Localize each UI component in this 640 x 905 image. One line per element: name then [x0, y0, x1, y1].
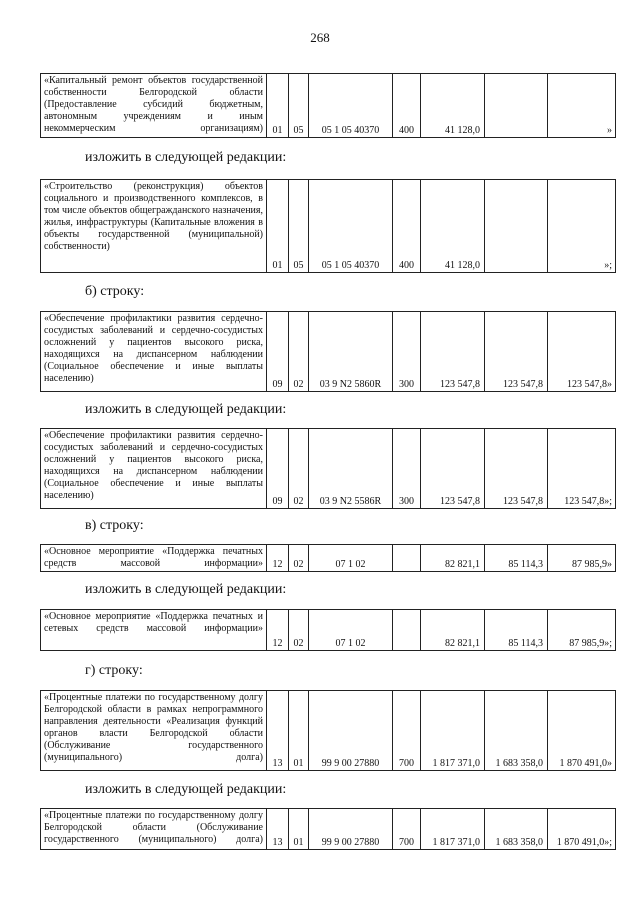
- expense-type-code: [393, 545, 421, 572]
- section-code: 01: [267, 74, 289, 138]
- row-description: «Обеспечение профилактики развития сердечно-сосудистых заболеваний и сердечно-сосудистых осложнений у пациентов высокого риска, находящихся на диспансерном наблюдении (Социальное обеспечение и иные выплаты населению): [41, 312, 267, 392]
- redaction-heading-1: изложить в следующей редакции:: [85, 150, 287, 165]
- section-code: 13: [267, 691, 289, 771]
- budget-table-old-capital-repair: [40, 73, 616, 138]
- expense-type-code: 300: [393, 429, 421, 509]
- amount-year-1: 41 128,0: [421, 74, 485, 138]
- amount-year-3: 123 547,8»;: [548, 429, 616, 509]
- budget-table-new-media: [40, 609, 616, 651]
- amount-year-3: »: [548, 74, 616, 138]
- subsection-code: 02: [289, 545, 309, 572]
- row-description: «Основное мероприятие «Поддержка печатных и сетевых средств массовой информации»: [41, 610, 267, 651]
- amount-year-3: 87 985,9»: [548, 545, 616, 572]
- section-b-label: б) строку:: [85, 284, 145, 299]
- amount-year-3: 1 870 491,0»: [548, 691, 616, 771]
- amount-year-2: 123 547,8: [485, 312, 548, 392]
- expense-type-code: 700: [393, 691, 421, 771]
- amount-year-2: [485, 74, 548, 138]
- amount-year-3: 1 870 491,0»;: [548, 809, 616, 850]
- target-article-code: 05 1 05 40370: [309, 180, 393, 273]
- budget-table-old-cardio: [40, 311, 616, 392]
- budget-table-new-debt: [40, 808, 616, 850]
- amount-year-1: 41 128,0: [421, 180, 485, 273]
- amount-year-1: 1 817 371,0: [421, 809, 485, 850]
- row-description: «Процентные платежи по государственному долгу Белгородской области (Обслуживание государственного (муниципального) долга): [41, 809, 267, 850]
- subsection-code: 05: [289, 180, 309, 273]
- budget-table-old-media: [40, 544, 616, 572]
- amount-year-1: 82 821,1: [421, 610, 485, 651]
- redaction-heading-3: изложить в следующей редакции:: [85, 582, 287, 597]
- target-article-code: 99 9 00 27880: [309, 809, 393, 850]
- target-article-code: 05 1 05 40370: [309, 74, 393, 138]
- budget-table-new-cardio: [40, 428, 616, 509]
- page-number: 268: [310, 30, 330, 45]
- amount-year-1: 82 821,1: [421, 545, 485, 572]
- target-article-code: 07 1 02: [309, 610, 393, 651]
- row-description: «Строительство (реконструкция) объектов социального и производственного комплексов, в том числе объектов общегражданского назначения, жилья, инфраструктуры (Капитальные вложения в объекты государственной (муниципальной) собственности): [41, 180, 267, 273]
- amount-year-2: 123 547,8: [485, 429, 548, 509]
- redaction-heading-4: изложить в следующей редакции:: [85, 782, 287, 797]
- section-code: 01: [267, 180, 289, 273]
- amount-year-2: 85 114,3: [485, 610, 548, 651]
- amount-year-2: 85 114,3: [485, 545, 548, 572]
- expense-type-code: [393, 610, 421, 651]
- section-code: 12: [267, 610, 289, 651]
- row-description: «Процентные платежи по государственному долгу Белгородской области в рамках непрограммного направления деятельности «Реализация функций органов власти Белгородской области (Обслуживание государственного (муниципального) долга): [41, 691, 267, 771]
- amount-year-1: 123 547,8: [421, 429, 485, 509]
- section-v-label: в) строку:: [85, 518, 144, 533]
- target-article-code: 03 9 N2 5586R: [309, 429, 393, 509]
- subsection-code: 02: [289, 429, 309, 509]
- expense-type-code: 400: [393, 74, 421, 138]
- row-description: «Обеспечение профилактики развития сердечно-сосудистых заболеваний и сердечно-сосудистых осложнений у пациентов высокого риска, находящихся на диспансерном наблюдении (Социальное обеспечение и иные выплаты населению): [41, 429, 267, 509]
- target-article-code: 07 1 02: [309, 545, 393, 572]
- budget-table-old-debt: [40, 690, 616, 771]
- amount-year-3: 123 547,8»: [548, 312, 616, 392]
- amount-year-1: 123 547,8: [421, 312, 485, 392]
- section-code: 09: [267, 312, 289, 392]
- subsection-code: 02: [289, 312, 309, 392]
- section-g-label: г) строку:: [85, 663, 143, 678]
- amount-year-3: 87 985,9»;: [548, 610, 616, 651]
- subsection-code: 05: [289, 74, 309, 138]
- expense-type-code: 300: [393, 312, 421, 392]
- amount-year-2: 1 683 358,0: [485, 809, 548, 850]
- budget-table-new-construction: [40, 179, 616, 273]
- subsection-code: 01: [289, 691, 309, 771]
- target-article-code: 03 9 N2 5860R: [309, 312, 393, 392]
- subsection-code: 02: [289, 610, 309, 651]
- expense-type-code: 700: [393, 809, 421, 850]
- subsection-code: 01: [289, 809, 309, 850]
- row-description: «Капитальный ремонт объектов государственной собственности Белгородской области (Предоставление субсидий бюджетным, автономным учреждениям и иным некоммерческим организациям): [41, 74, 267, 138]
- section-code: 09: [267, 429, 289, 509]
- amount-year-3: »;: [548, 180, 616, 273]
- section-code: 13: [267, 809, 289, 850]
- amount-year-1: 1 817 371,0: [421, 691, 485, 771]
- amount-year-2: [485, 180, 548, 273]
- section-code: 12: [267, 545, 289, 572]
- redaction-heading-2: изложить в следующей редакции:: [85, 402, 287, 417]
- amount-year-2: 1 683 358,0: [485, 691, 548, 771]
- target-article-code: 99 9 00 27880: [309, 691, 393, 771]
- row-description: «Основное мероприятие «Поддержка печатных средств массовой информации»: [41, 545, 267, 572]
- expense-type-code: 400: [393, 180, 421, 273]
